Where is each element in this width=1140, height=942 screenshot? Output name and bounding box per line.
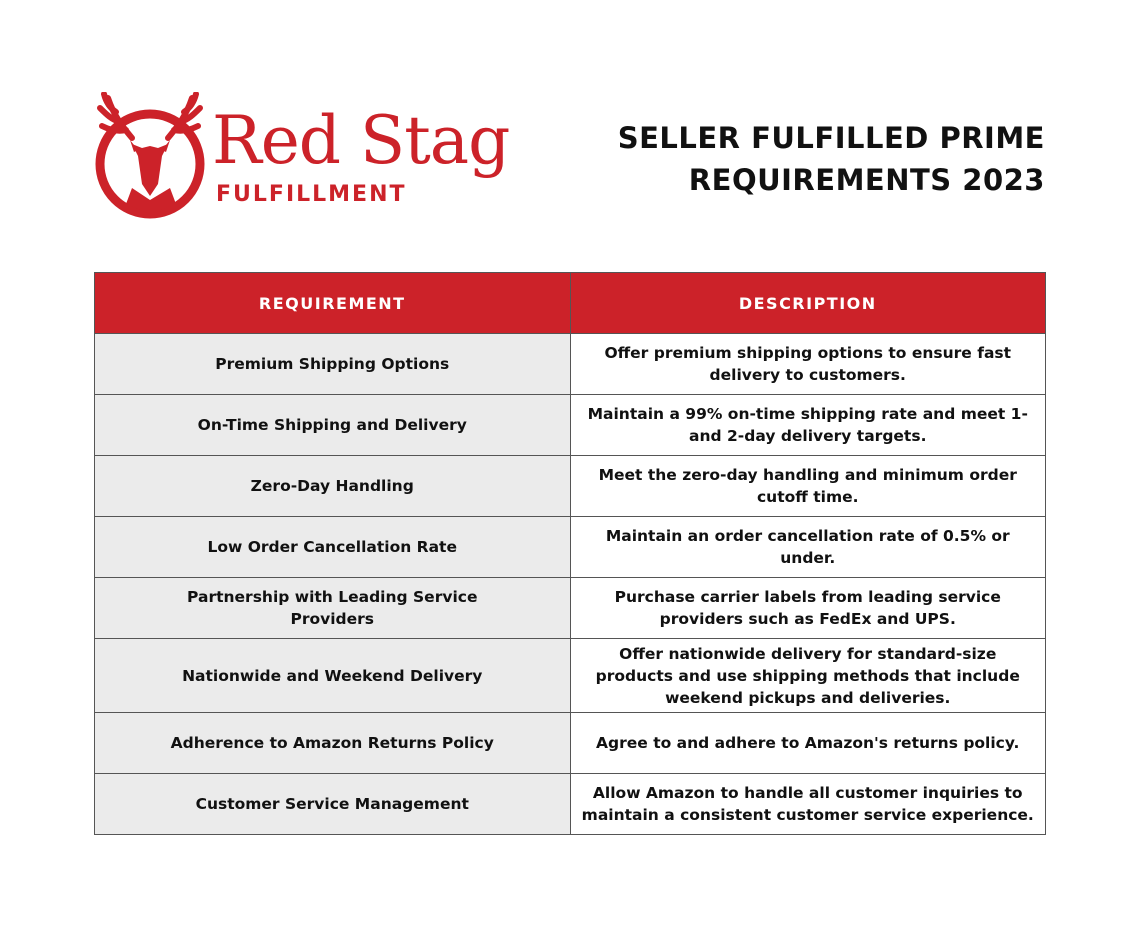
requirement-cell: Adherence to Amazon Returns Policy <box>95 713 571 774</box>
requirements-table <box>94 272 1046 835</box>
requirement-text: Partnership with Leading Service Providers <box>187 588 478 628</box>
description-text: Meet the zero-day handling and minimum order cutoff time. <box>598 466 1017 506</box>
description-text: Maintain a 99% on-time shipping rate and meet 1- and 2-day delivery targets. <box>587 405 1028 445</box>
requirement-cell: Low Order Cancellation Rate <box>95 517 571 578</box>
stag-head-icon <box>92 92 212 222</box>
title-line-2: REQUIREMENTS 2023 <box>688 163 1045 197</box>
brand-name: Red Stag <box>212 102 510 179</box>
brand-logo <box>92 92 510 222</box>
requirement-cell: Premium Shipping Options <box>95 334 571 395</box>
table-row <box>95 517 1046 578</box>
description-text: Maintain an order cancellation rate of 0.5% or under. <box>605 527 1010 567</box>
description-text: Allow Amazon to handle all customer inquiries to maintain a consistent customer service experience. <box>581 784 1034 824</box>
description-text: Offer nationwide delivery for standard-size products and use shipping methods that include weekend pickups and deliveries. <box>595 644 1020 707</box>
column-header-requirement: REQUIREMENT <box>95 273 571 334</box>
description-cell <box>570 578 1046 639</box>
page-title <box>618 117 1045 201</box>
requirement-cell: Nationwide and Weekend Delivery <box>95 639 571 713</box>
description-cell <box>570 639 1046 713</box>
title-line-1: SELLER FULFILLED PRIME <box>617 121 1045 155</box>
description-cell <box>570 517 1046 578</box>
table-row <box>95 395 1046 456</box>
requirement-cell: On-Time Shipping and Delivery <box>95 395 571 456</box>
table-header-row <box>95 273 1046 334</box>
column-header-description: DESCRIPTION <box>570 273 1046 334</box>
requirement-cell <box>95 578 571 639</box>
table-row <box>95 639 1046 713</box>
requirement-cell: Zero-Day Handling <box>95 456 571 517</box>
brand-subtitle: FULFILLMENT <box>216 182 407 207</box>
description-cell <box>570 395 1046 456</box>
table-row <box>95 578 1046 639</box>
description-cell <box>570 713 1046 774</box>
description-cell <box>570 334 1046 395</box>
table-row <box>95 334 1046 395</box>
table-row <box>95 713 1046 774</box>
requirement-cell: Customer Service Management <box>95 774 571 835</box>
description-text: Purchase carrier labels from leading service providers such as FedEx and UPS. <box>614 588 1001 628</box>
description-cell <box>570 774 1046 835</box>
table-row <box>95 774 1046 835</box>
description-text: Agree to and adhere to Amazon's returns policy. <box>596 734 1020 752</box>
description-cell <box>570 456 1046 517</box>
description-text: Offer premium shipping options to ensure fast delivery to customers. <box>604 344 1012 384</box>
table-row <box>95 456 1046 517</box>
